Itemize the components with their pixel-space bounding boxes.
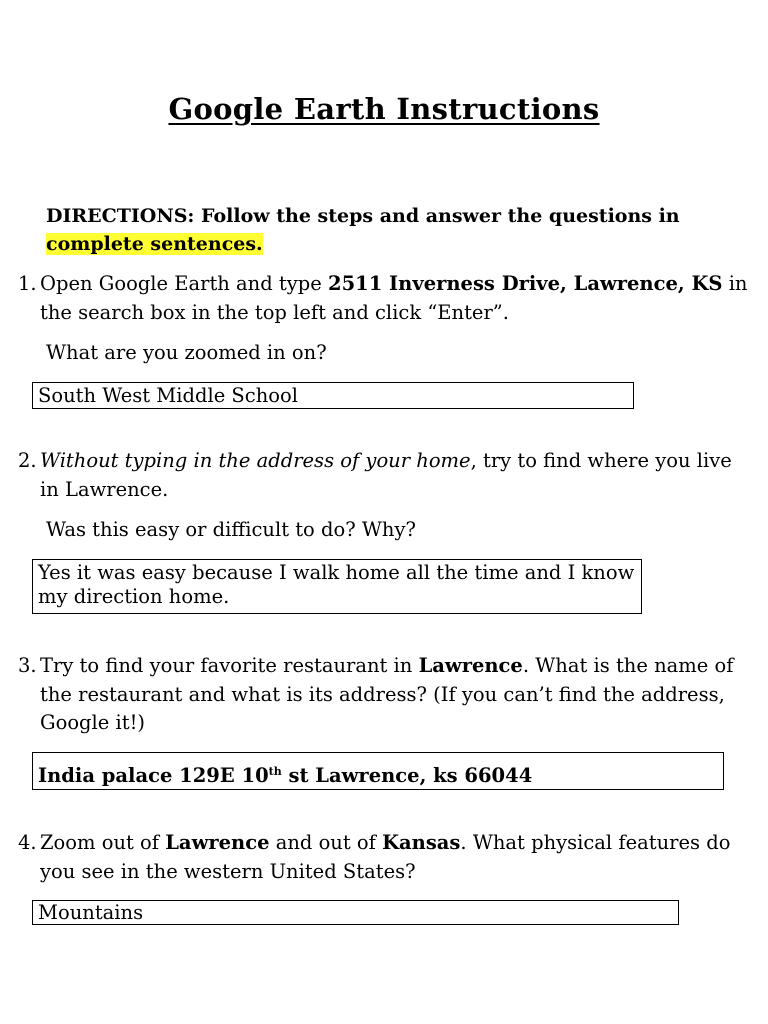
answer-box-3[interactable]: [32, 752, 724, 790]
question-text-part: Try to find your favorite restaurant in: [40, 654, 419, 677]
question-text-part: , try to find where you live in Lawrence.: [40, 449, 732, 501]
directions: [46, 202, 746, 258]
answer-text: India palace 129E 10: [38, 764, 269, 787]
question-3: [18, 652, 748, 738]
question-text: [40, 652, 748, 738]
question-number: 3.: [18, 654, 37, 677]
address-bold: 2511 Inverness Drive, Lawrence, KS: [328, 272, 723, 295]
question-4: [18, 829, 748, 886]
bold-text: Lawrence: [418, 654, 523, 677]
sub-question-1: What are you zoomed in on?: [46, 341, 327, 364]
question-number: 1.: [18, 272, 37, 295]
directions-highlight: complete sentences.: [46, 233, 263, 255]
question-text-part: . What is the name of the restaurant and what is its address? (If you can’t find the address, Google it!): [40, 654, 734, 734]
question-number: 4.: [18, 831, 37, 854]
question-number: 2.: [18, 449, 37, 472]
answer-box-4[interactable]: Mountains: [32, 900, 679, 925]
question-text-part: . What physical features do you see in the western United States?: [40, 831, 731, 883]
question-text-part: Zoom out of: [40, 831, 166, 854]
page-title: Google Earth Instructions: [168, 92, 600, 126]
answer-box-2[interactable]: Yes it was easy because I walk home all the time and I know my direction home.: [32, 559, 642, 614]
answer-box-1[interactable]: South West Middle School: [32, 382, 634, 409]
question-text: [40, 447, 748, 504]
question-text: [40, 270, 748, 327]
sub-question-2: Was this easy or difficult to do? Why?: [46, 518, 416, 541]
italic-text: Without typing in the address of your home: [40, 449, 471, 472]
question-text-part: and out of: [269, 831, 383, 854]
directions-text: DIRECTIONS: Follow the steps and answer the questions in: [46, 205, 680, 227]
answer-text: st Lawrence, ks 66044: [281, 764, 533, 787]
question-1: [18, 270, 748, 327]
bold-text: Kansas: [382, 831, 461, 854]
question-text: [40, 829, 748, 886]
superscript: th: [268, 765, 282, 778]
bold-text: Lawrence: [165, 831, 270, 854]
question-text-part: Open Google Earth and type: [40, 272, 328, 295]
question-text-part: in the search box in the top left and click “Enter”.: [40, 272, 748, 324]
question-2: [18, 447, 748, 504]
